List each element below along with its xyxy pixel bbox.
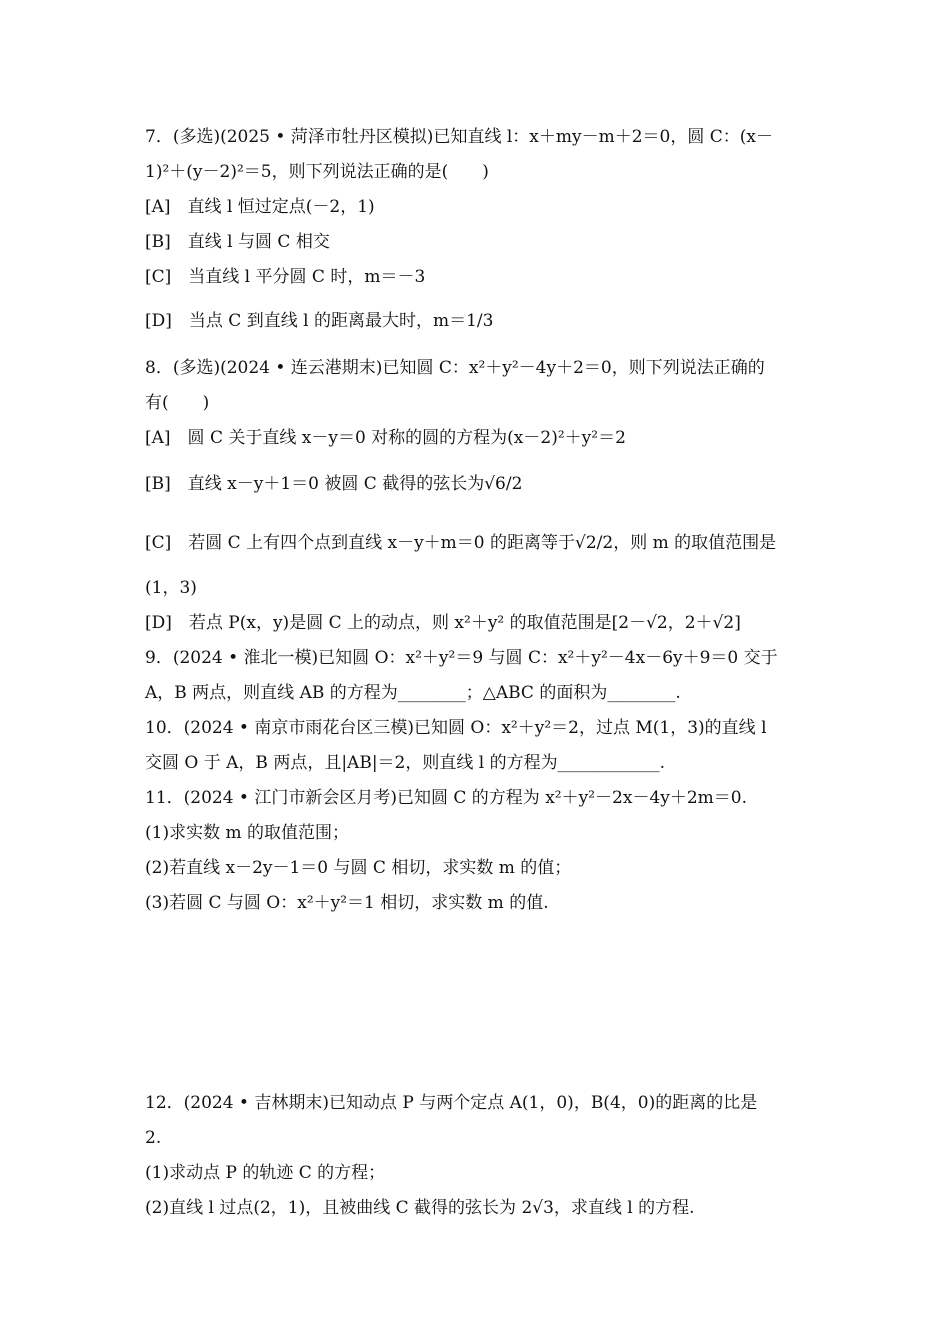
q10-line-1: 10．(2024 • 南京市雨花台区三模)已知圆 O：x²＋y²＝2，过点 M(1，3)的直线 l (145, 718, 767, 738)
q11-part-3: (3)若圆 C 与圆 O：x²＋y²＝1 相切，求实数 m 的值. (145, 893, 549, 913)
q8-option-a: [A] 圆 C 关于直线 x－y＝0 对称的圆的方程为(x－2)²＋y²＝2 (145, 428, 626, 448)
q7-option-d: [D] 当点 C 到直线 l 的距离最大时，m＝1/3 (145, 311, 494, 331)
q7-option-c: [C] 当直线 l 平分圆 C 时，m＝－3 (145, 267, 426, 287)
q8-option-c: [C] 若圆 C 上有四个点到直线 x－y＋m＝0 的距离等于√2/2，则 m 的取值范围是 (145, 533, 777, 553)
q12-line-2: 2. (145, 1128, 162, 1148)
q11-line-1: 11．(2024 • 江门市新会区月考)已知圆 C 的方程为 x²＋y²－2x－4y＋2m＝0. (145, 788, 748, 808)
q11-part-2: (2)若直线 x－2y－1＝0 与圆 C 相切，求实数 m 的值； (145, 858, 572, 878)
q11-part-1: (1)求实数 m 的取值范围； (145, 823, 350, 843)
q7-option-b: [B] 直线 l 与圆 C 相交 (145, 232, 330, 252)
q12-part-1: (1)求动点 P 的轨迹 C 的方程； (145, 1163, 386, 1183)
q8-line-2: 有( ) (145, 393, 210, 413)
q7-option-a: [A] 直线 l 恒过定点(－2，1) (145, 197, 375, 217)
q8-line-1: 8．(多选)(2024 • 连云港期末)已知圆 C：x²＋y²－4y＋2＝0，则下列说法正确的 (145, 358, 765, 378)
q7-line-1: 7．(多选)(2025 • 菏泽市牡丹区模拟)已知直线 l：x＋my－m＋2＝0，圆 C：(x－ (145, 127, 773, 147)
q8-option-d: [D] 若点 P(x，y)是圆 C 上的动点，则 x²＋y² 的取值范围是[2－√2，2＋√2] (145, 613, 741, 633)
q8-option-b: [B] 直线 x－y＋1＝0 被圆 C 截得的弦长为√6/2 (145, 474, 523, 494)
q12-line-1: 12．(2024 • 吉林期末)已知动点 P 与两个定点 A(1，0)，B(4，0)的距离的比是 (145, 1093, 758, 1113)
q9-line-1: 9．(2024 • 淮北一模)已知圆 O：x²＋y²＝9 与圆 C：x²＋y²－4x－6y＋9＝0 交于 (145, 648, 778, 668)
q10-line-2: 交圆 O 于 A，B 两点，且|AB|＝2，则直线 l 的方程为____________. (145, 753, 666, 773)
q12-part-2: (2)直线 l 过点(2，1)，且被曲线 C 截得的弦长为 2√3，求直线 l 的方程. (145, 1198, 695, 1218)
q7-line-2: 1)²＋(y－2)²＝5，则下列说法正确的是( ) (145, 162, 489, 182)
q9-line-2: A，B 两点，则直线 AB 的方程为________；△ABC 的面积为________. (145, 683, 681, 703)
q8-option-c-cont: (1，3) (145, 578, 197, 598)
